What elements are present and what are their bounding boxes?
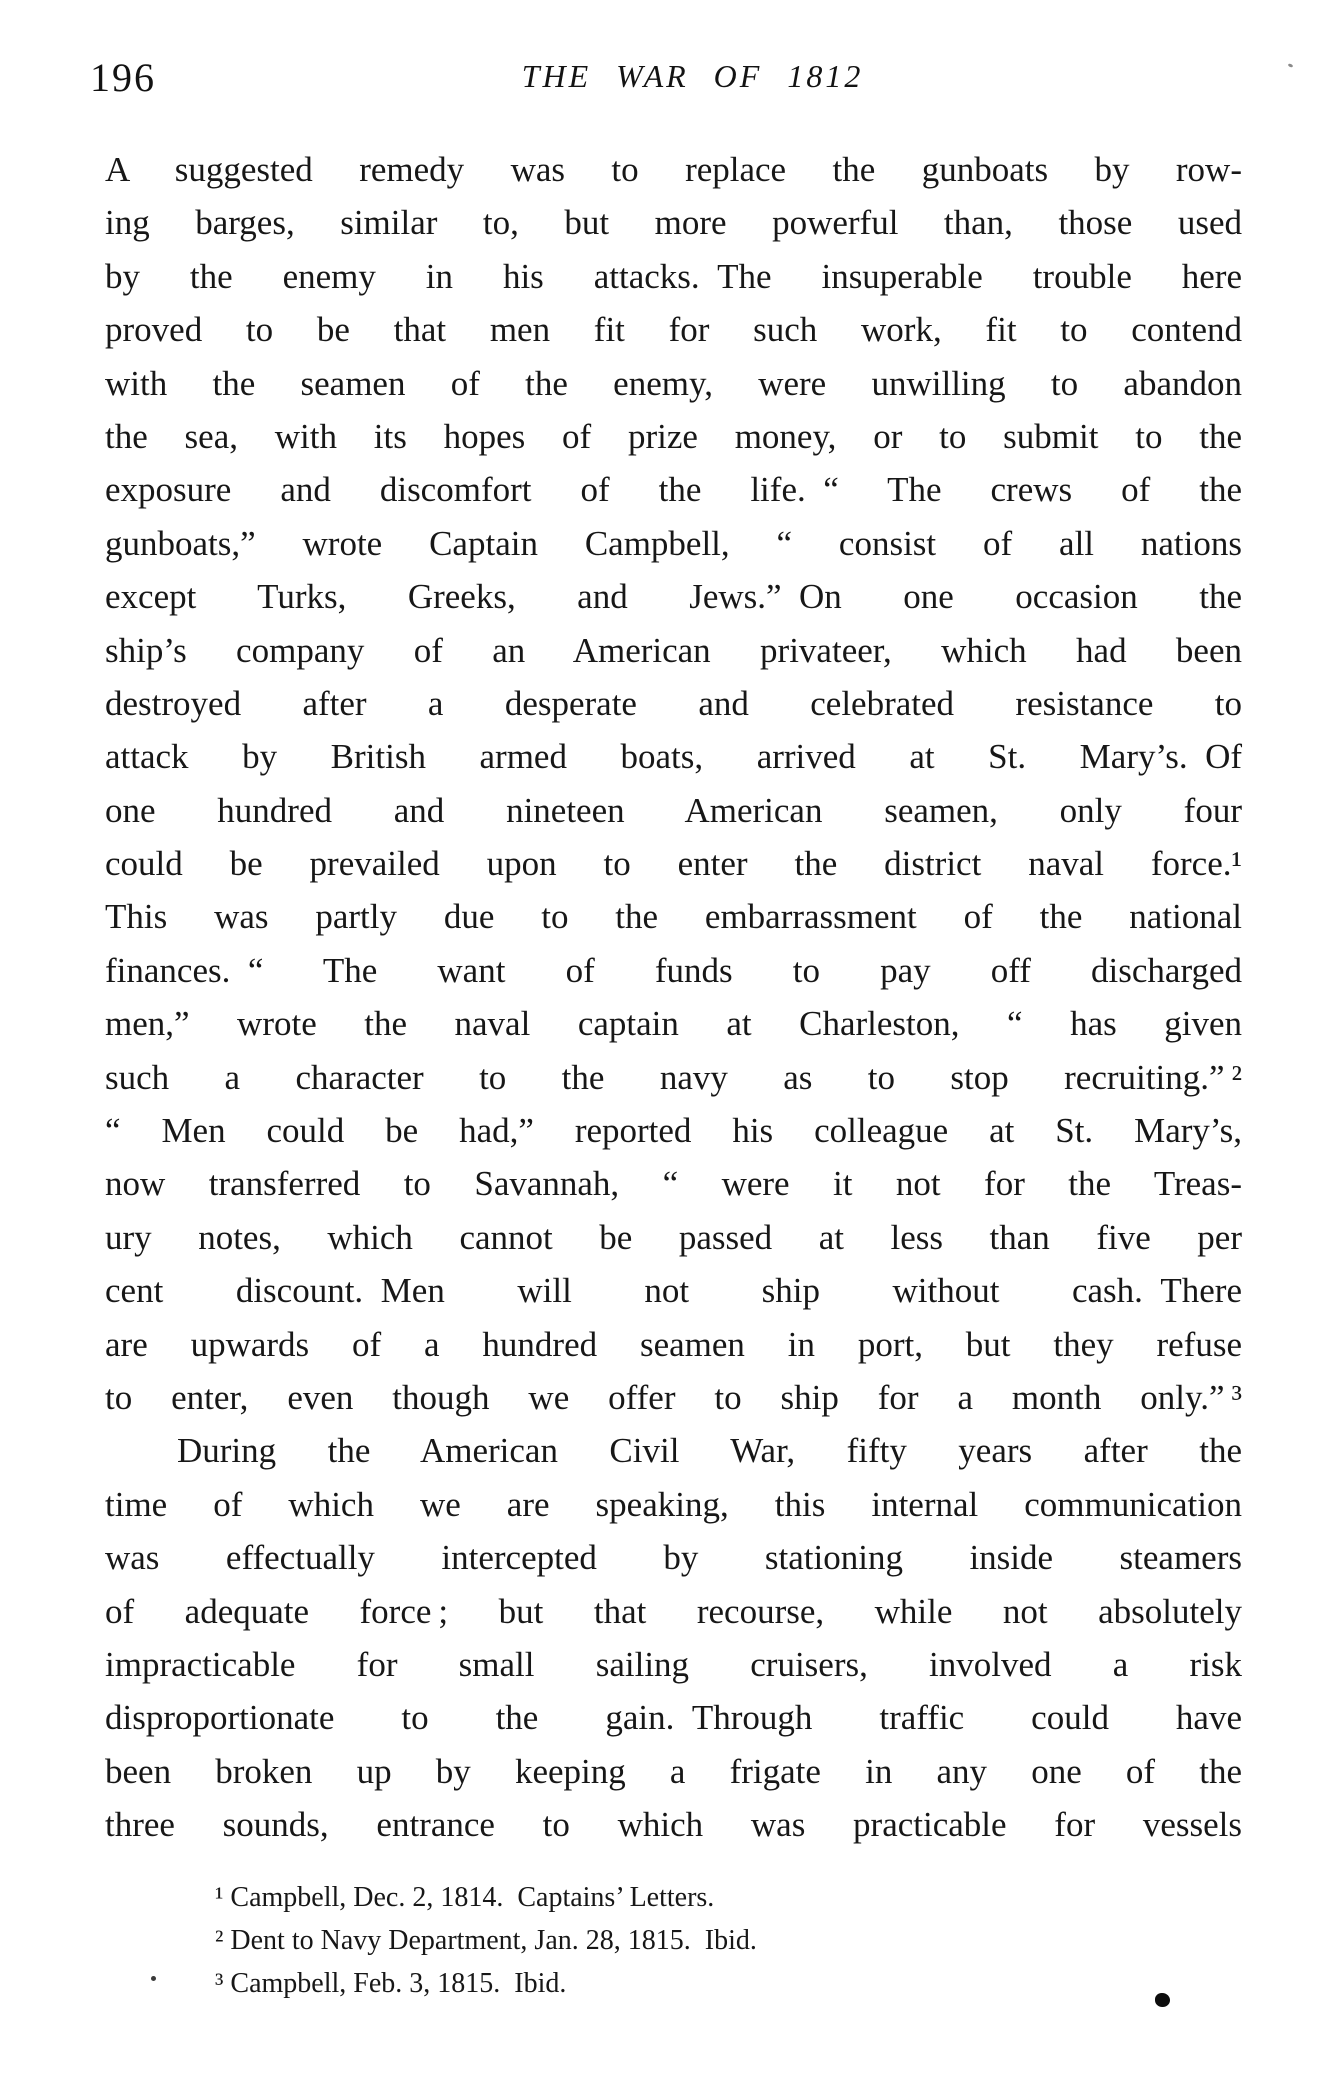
body-line: cent discount. Men will not ship without cash. There xyxy=(105,1271,1242,1311)
body-line: ship’s company of an American privateer, which had been xyxy=(105,630,1242,670)
running-header-title: THE WAR OF 1812 xyxy=(521,58,864,94)
body-line: “ Men could be had,” reported his colleague at St. Mary’s, xyxy=(105,1111,1242,1151)
body-line: men,” wrote the naval captain at Charleston, “ has given xyxy=(105,1004,1242,1044)
ink-blob-artifact xyxy=(1155,1993,1170,2007)
body-line: A suggested remedy was to replace the gunboats by row- xyxy=(105,150,1242,189)
body-text-block xyxy=(105,143,1242,1852)
body-line: of adequate force ; but that recourse, while not absolutely xyxy=(105,1591,1242,1631)
footnote-line: ² Dent to Navy Department, Jan. 28, 1815. Ibid. xyxy=(215,1925,757,1956)
body-line: one hundred and nineteen American seamen, only four xyxy=(105,790,1242,830)
body-line: could be prevailed upon to enter the district naval force.¹ xyxy=(105,844,1242,884)
body-line: exposure and discomfort of the life. “ The crews of the xyxy=(105,470,1242,510)
body-line: been broken up by keeping a frigate in any one of the xyxy=(105,1751,1242,1791)
footnotes-block xyxy=(105,1876,1242,2005)
body-line: now transferred to Savannah, “ were it not for the Treas- xyxy=(105,1164,1242,1204)
body-line: such a character to the navy as to stop recruiting.” ² xyxy=(105,1057,1242,1097)
body-line: was effectually intercepted by stationing inside steamers xyxy=(105,1538,1242,1578)
body-line-paragraph-start: During the American Civil War, fifty years after the xyxy=(177,1431,1242,1471)
body-line: ing barges, similar to, but more powerful than, those used xyxy=(105,203,1242,243)
body-line: attack by British armed boats, arrived at St. Mary’s. Of xyxy=(105,737,1242,777)
body-line: This was partly due to the embarrassment of the national xyxy=(105,897,1242,937)
body-line: with the seamen of the enemy, were unwilling to abandon xyxy=(105,363,1242,403)
body-line: ury notes, which cannot be passed at less than five per xyxy=(105,1217,1242,1257)
footnote-line: ¹ Campbell, Dec. 2, 1814. Captains’ Letters. xyxy=(215,1882,715,1913)
page-number: 196 xyxy=(90,55,156,100)
ink-speck-artifact xyxy=(1288,63,1294,68)
body-line: destroyed after a desperate and celebrated resistance to xyxy=(105,683,1242,723)
body-line: are upwards of a hundred seamen in port, but they refuse xyxy=(105,1324,1242,1364)
ink-speck-artifact xyxy=(151,1976,156,1981)
body-line: proved to be that men fit for such work, fit to contend xyxy=(105,310,1242,350)
body-line: gunboats,” wrote Captain Campbell, “ consist of all nations xyxy=(105,523,1242,563)
body-line: impracticable for small sailing cruisers, involved a risk xyxy=(105,1644,1242,1684)
body-line: finances. “ The want of funds to pay off discharged xyxy=(105,950,1242,990)
body-line: by the enemy in his attacks. The insuperable trouble here xyxy=(105,256,1242,296)
body-line: the sea, with its hopes of prize money, or to submit to the xyxy=(105,416,1242,456)
body-line: to enter, even though we offer to ship for a month only.” ³ xyxy=(105,1377,1242,1417)
body-line: except Turks, Greeks, and Jews.” On one occasion the xyxy=(105,577,1242,617)
body-line: disproportionate to the gain. Through traffic could have xyxy=(105,1698,1242,1738)
footnote-line: ³ Campbell, Feb. 3, 1815. Ibid. xyxy=(215,1968,567,1999)
body-line: time of which we are speaking, this internal communication xyxy=(105,1484,1242,1524)
body-line: three sounds, entrance to which was practicable for vessels xyxy=(105,1805,1242,1845)
